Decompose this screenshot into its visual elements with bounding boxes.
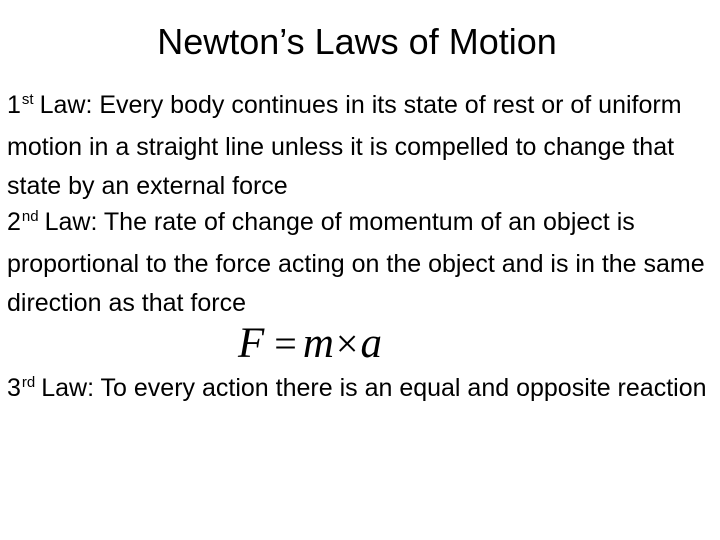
equation-acceleration-symbol: a [360,320,382,367]
equation-force-symbol: F [238,320,265,367]
third-law-ordinal-suffix: rd [21,374,36,391]
second-law-text: Law: The rate of change of momentum of an object is proportional to the force acting on the object and is in the same direction as that force [7,208,705,317]
equation-equals-sign: = [274,321,297,366]
force-equation [238,318,382,370]
third-law-paragraph [7,369,715,411]
first-law-number: 1 [7,91,21,119]
third-law-number: 3 [7,374,21,402]
second-law-number: 2 [7,208,21,236]
slide-title: Newton’s Laws of Motion [157,21,557,62]
first-law-text: Law: Every body continues in its state of rest or of uniform motion in a straight line unless it is compelled to change that state by an external force [7,91,682,200]
second-law-ordinal-suffix: nd [21,208,39,225]
equation-times-sign: × [335,321,359,366]
first-law-paragraph [7,86,715,206]
second-law-paragraph [7,203,715,323]
first-law-ordinal-suffix: st [21,91,34,108]
equation-mass-symbol: m [302,320,334,367]
third-law-text: Law: To every action there is an equal and opposite reaction [41,374,707,402]
